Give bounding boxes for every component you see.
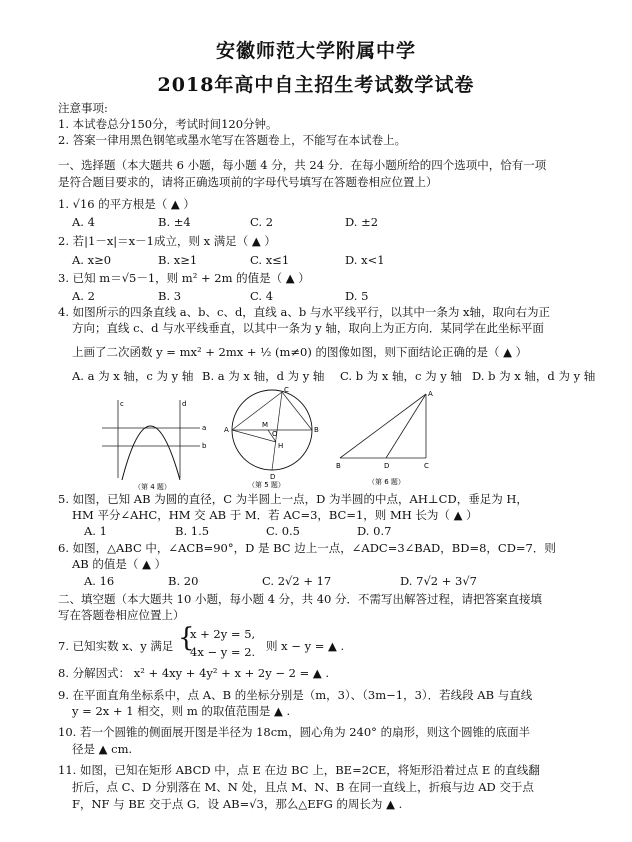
q1-option-b: B. ±4	[158, 215, 191, 229]
q3-stem: 3. 已知 m＝√5－1，则 m² + 2m 的值是（ ▲ ）	[58, 271, 310, 285]
q6-option-a: A. 16	[84, 574, 115, 588]
q2-option-a: A. x≥0	[72, 253, 112, 267]
side-ab	[340, 394, 426, 458]
q1-option-a: A. 4	[72, 215, 95, 229]
label-O: O	[272, 430, 278, 438]
exam-title: 2018年高中自主招生考试数学试卷	[157, 74, 475, 96]
q7-answer: 则 x − y = ▲ .	[266, 639, 345, 653]
section1-intro-2: 是符合题目要求的，请将正确选项前的字母代号填写在答题卷相应位置上）	[58, 175, 438, 189]
q5-option-c: C. 0.5	[266, 524, 300, 538]
q10-line-2: 径是 ▲ cm.	[72, 742, 133, 756]
label-D: D	[384, 462, 390, 470]
label-B: B	[314, 426, 319, 434]
section2-intro-2: 写在答题卷相应位置上）	[58, 608, 185, 622]
label-c: c	[120, 400, 124, 408]
q11-line-2: 折后，点 C、D 分别落在 M、N 处，且点 M、N、B 在同一直线上，折痕与边 AD 交于点	[72, 780, 534, 794]
figure-q6	[334, 390, 438, 488]
label-d: d	[182, 400, 187, 408]
label-M: M	[262, 421, 269, 429]
q4-option-b: B. a 为 x 轴，d 为 y 轴	[202, 369, 325, 383]
q7-equation-1: x + 2y = 5,	[190, 627, 256, 641]
segment-ad	[386, 394, 426, 458]
label-C: C	[284, 386, 289, 394]
q5-option-b: B. 1.5	[175, 524, 210, 538]
q5-line-1: 5. 如图，已知 AB 为圆的直径，C 为半圆上一点，D 为半圆的中点，AH⊥CD，垂足为 H，	[58, 492, 528, 506]
q8-text: 8. 分解因式： x² + 4xy + 4y² + x + 2y − 2 = ▲ .	[58, 666, 330, 680]
q1-option-d: D. ±2	[345, 215, 379, 229]
q2-option-c: C. x≤1	[250, 253, 290, 267]
label-a: a	[202, 424, 207, 432]
q1-option-c: C. 2	[250, 215, 274, 229]
q11-line-1: 11. 如图，已知在矩形 ABCD 中，点 E 在边 BC 上，BE=2CE，将矩形沿着过点 E 的直线翻	[58, 763, 540, 777]
q2-option-b: B. x≥1	[158, 253, 198, 267]
q9-line-1: 9. 在平面直角坐标系中，点 A、B 的坐标分别是（m，3）、（3m−1，3）．若线段 AB 与直线	[58, 688, 533, 702]
q5-option-d: D. 0.7	[357, 524, 392, 538]
q7-equation-2: 4x − y = 2.	[190, 645, 256, 659]
notice-item-2: 2. 答案一律用黑色钢笔或墨水笔写在答题卷上，不能写在本试卷上。	[58, 133, 407, 147]
label-C: C	[424, 462, 429, 470]
section2-intro-1: 二、填空题（本大题共 10 小题，每小题 4 分，共 40 分．不需写出解答过程，请把答案直接填	[58, 592, 543, 606]
q5-option-a: A. 1	[84, 524, 107, 538]
label-b: b	[202, 442, 207, 450]
figure-q4	[100, 392, 210, 492]
q2-stem: 2. 若|1－x|＝x－1成立，则 x 满足（ ▲ ）	[58, 234, 276, 248]
notice-heading: 注意事项:	[58, 101, 108, 115]
label-A: A	[428, 390, 433, 398]
q3-option-d: D. 5	[345, 289, 369, 303]
q9-line-2: y = 2x + 1 相交，则 m 的取值范围是 ▲ .	[72, 704, 291, 718]
q7-prefix: 7. 已知实数 x、y 满足	[58, 639, 174, 653]
notice-item-1: 1. 本试卷总分150分，考试时间120分钟。	[58, 117, 278, 131]
q3-option-b: B. 3	[158, 289, 182, 303]
q11-line-3: F，NF 与 BE 交于点 G．设 AB=√3，那么△EFG 的周长为 ▲ .	[72, 797, 403, 811]
q4-option-c: C. b 为 x 轴，c 为 y 轴	[340, 369, 462, 383]
q2-option-d: D. x<1	[345, 253, 385, 267]
q4-line-2: 方向；直线 c、d 与水平线垂直，以其中一条为 y 轴，取向上为正方向．某同学在此坐标平面	[72, 321, 544, 335]
section1-intro-1: 一、选择题（本大题共 6 小题，每小题 4 分，共 24 分．在每小题所给的四个选项中，恰有一项	[58, 158, 547, 172]
q4-option-a: A. a 为 x 轴，c 为 y 轴	[72, 369, 194, 383]
parabola	[122, 426, 180, 480]
q6-option-b: B. 20	[168, 574, 199, 588]
q4-option-d: D. b 为 x 轴，d 为 y 轴	[472, 369, 596, 383]
q7-brace: {	[178, 623, 195, 653]
q4-line-3: 上画了二次函数 y = mx² + 2mx + ½ (m≠0) 的图像如图，则下面结论正确的是（ ▲ ）	[72, 345, 528, 359]
label-B: B	[336, 462, 341, 470]
q10-line-1: 10. 若一个圆锥的侧面展开图是半径为 18cm，圆心角为 240° 的扇形，则这个圆锥的底面半	[58, 725, 531, 739]
school-title: 安徽师范大学附属中学	[215, 40, 416, 62]
label-A: A	[224, 426, 229, 434]
label-H: H	[278, 442, 284, 450]
figure-5-caption: （第 5 题）	[248, 481, 285, 488]
figure-4-caption: （第 4 题）	[134, 483, 171, 491]
q6-line-2: AB 的值是（ ▲ ）	[72, 557, 167, 571]
q5-line-2: HM 平分∠AHC，HM 交 AB 于 M．若 AC=3，BC=1，则 MH 长为（ ▲ ）	[72, 508, 478, 522]
q1-stem: 1. √16 的平方根是（ ▲ ）	[58, 197, 195, 211]
figure-q5	[222, 386, 322, 488]
q6-option-c: C. 2√2 + 17	[262, 574, 332, 588]
q6-line-1: 6. 如图，△ABC 中，∠ACB=90°，D 是 BC 边上一点，∠ADC=3∠BAD，BD=8，CD=7．则	[58, 541, 556, 555]
label-D: D	[270, 473, 276, 481]
q3-option-c: C. 4	[250, 289, 274, 303]
q3-option-a: A. 2	[72, 289, 95, 303]
figure-6-caption: （第 6 题）	[368, 478, 405, 486]
q4-line-1: 4. 如图所示的四条直线 a、b、c、d，直线 a、b 与水平线平行，以其中一条为 x轴，取向右为正	[58, 305, 550, 319]
q6-option-d: D. 7√2 + 3√7	[400, 574, 477, 588]
